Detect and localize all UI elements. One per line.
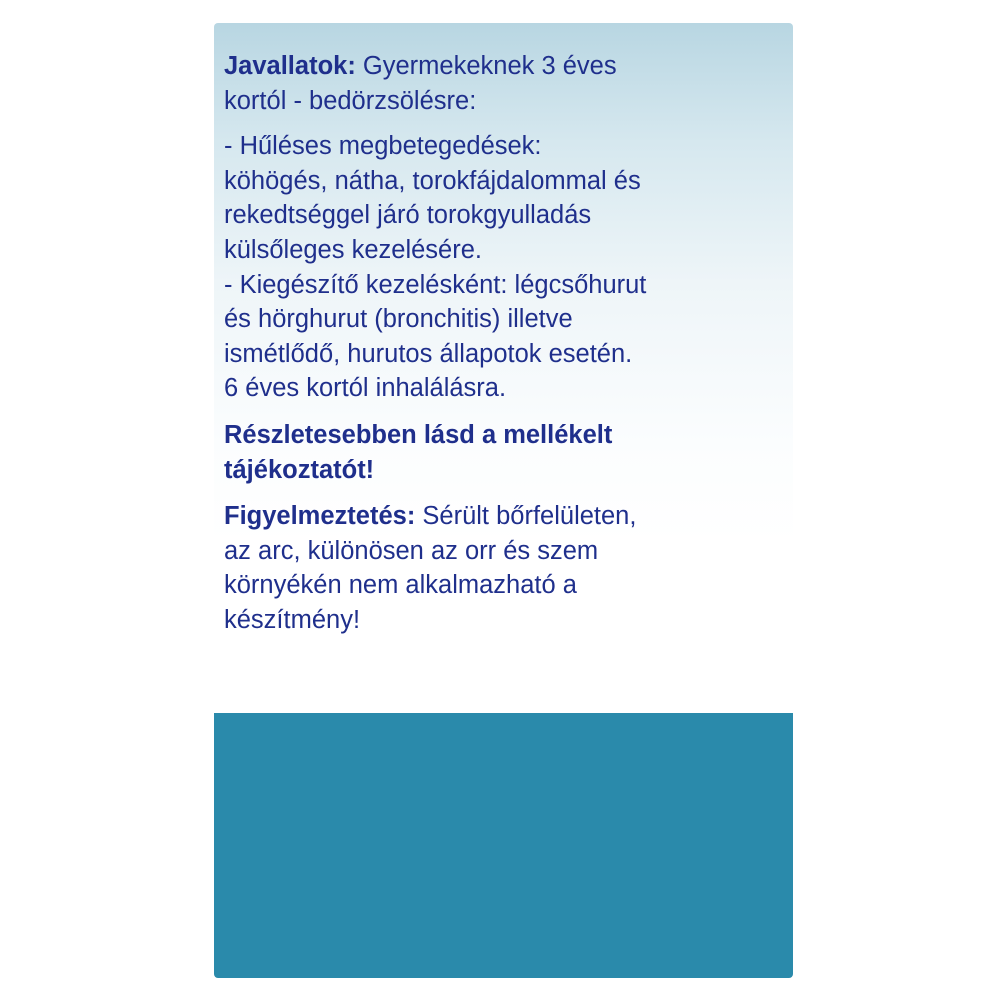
details-line-1: Részletesebben lásd a mellékelt [224,420,613,449]
indication-item-1-line-1: - Hűléses megbetegedések: [224,132,542,161]
indications-line-2: kortól - bedörzsölésre: [224,86,477,115]
indication-item-2-line-1: - Kiegészítő kezelésként: légcsőhurut [224,270,647,299]
leaflet-text [224,49,786,638]
warning-line-1-rest: Sérült bőrfelületen, [415,502,637,531]
indications-intro-first: Gyermekeknek 3 éves [355,52,617,80]
warning-heading: Figyelmeztetés: [224,502,416,531]
indication-item-1-line-4: külsőleges kezelésére. [224,235,482,264]
warning-line-2: az arc, különösen az orr és szem [224,536,599,565]
warning-line-4: készítmény! [224,605,361,634]
indication-item-1-line-3: rekedtséggel járó torokgyulladás [224,201,592,230]
indication-item-2-line-3: ismétlődő, hurutos állapotok esetén. [224,339,633,368]
warning-line-3: környékén nem alkalmazható a [224,571,577,600]
bottom-color-band [214,713,793,978]
indication-item-2-line-4: 6 éves kortól inhalálásra. [224,374,507,403]
details-line-2: tájékoztatót! [224,455,375,484]
indications-heading: Javallatok: [224,52,356,80]
warning-line-1 [224,499,786,534]
package-panel [214,23,793,978]
indication-item-1-line-2: köhögés, nátha, torokfájdalommal és [224,166,641,195]
indication-item-2-line-2: és hörghurut (bronchitis) illetve [224,305,573,334]
indications-line-1 [224,49,786,84]
